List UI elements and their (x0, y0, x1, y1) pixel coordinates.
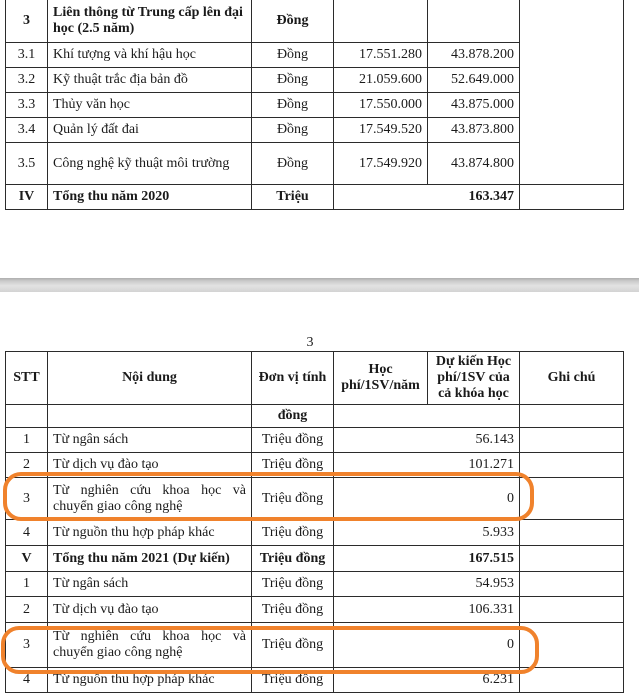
content-cell: Khí tượng và khí hậu học (48, 43, 252, 68)
stt-cell: 3 (6, 0, 48, 43)
note-cell (520, 520, 624, 546)
note-cell (520, 572, 624, 597)
header-unit: Đơn vị tính (252, 352, 334, 405)
course-fee-cell: 43.878.200 (428, 43, 520, 68)
stt-cell: 3.4 (6, 118, 48, 143)
unit-cell: Triệu đồng (252, 478, 334, 520)
content-cell: Từ nghiên cứu khoa học và chuyển giao công nghệ (48, 623, 252, 668)
stt-cell: 3.2 (6, 68, 48, 93)
header-annual-fee: Học phí/1SV/năm (334, 352, 428, 405)
annual-fee-cell (334, 0, 428, 43)
stt-cell: 4 (6, 520, 48, 546)
header-content: Nội dung (48, 352, 252, 405)
table-row (6, 668, 624, 693)
header-stt: STT (6, 352, 48, 405)
header-row (6, 352, 624, 405)
fee-table-page-3 (5, 351, 624, 693)
stt-cell: IV (6, 185, 48, 210)
carry-over-row (6, 405, 624, 428)
unit-cell: Đồng (252, 93, 334, 118)
unit-cell: Đồng (252, 143, 334, 185)
total-row-2020 (6, 185, 624, 210)
stt-cell (6, 405, 48, 428)
content-cell: Từ ngân sách (48, 572, 252, 597)
unit-cell: Triệu đồng (252, 623, 334, 668)
content-cell: Tổng thu năm 2020 (48, 185, 252, 210)
content-cell: Tổng thu năm 2021 (Dự kiến) (48, 546, 252, 572)
unit-cell: Đồng (252, 118, 334, 143)
value-cell: 106.331 (334, 597, 520, 623)
course-fee-cell (428, 0, 520, 43)
table-row (6, 597, 624, 623)
value-cell: 101.271 (334, 453, 520, 478)
content-cell: Kỹ thuật trắc địa bản đồ (48, 68, 252, 93)
unit-cell: Đồng (252, 68, 334, 93)
value-cell: 6.231 (334, 668, 520, 693)
note-cell (520, 185, 624, 210)
note-cell (520, 623, 624, 668)
content-cell: Quản lý đất đai (48, 118, 252, 143)
stt-cell: 1 (6, 428, 48, 453)
unit-cell: Triệu (252, 185, 334, 210)
note-cell (520, 597, 624, 623)
stt-cell: 3 (6, 478, 48, 520)
content-cell: Liên thông từ Trung cấp lên đại học (2.5 năm) (48, 0, 252, 43)
course-fee-cell: 43.875.000 (428, 93, 520, 118)
content-cell: Từ nguồn thu hợp pháp khác (48, 520, 252, 546)
header-note: Ghi chú (520, 352, 624, 405)
total-row-2021 (6, 546, 624, 572)
annual-fee-cell: 17.549.920 (334, 143, 428, 185)
annual-fee-cell: 17.551.280 (334, 43, 428, 68)
note-cell (520, 428, 624, 453)
page-number: 3 (306, 335, 314, 350)
stt-cell: V (6, 546, 48, 572)
value-cell: 54.953 (334, 572, 520, 597)
note-cell (520, 546, 624, 572)
table-row (6, 0, 624, 43)
unit-cell: Triệu đồng (252, 428, 334, 453)
value-cell (334, 405, 520, 428)
value-cell: 56.143 (334, 428, 520, 453)
stt-cell: 4 (6, 668, 48, 693)
total-value-cell: 163.347 (334, 185, 520, 210)
table-row (6, 428, 624, 453)
stt-cell: 2 (6, 453, 48, 478)
annual-fee-cell: 17.549.520 (334, 118, 428, 143)
page-separator (0, 278, 639, 292)
content-cell: Thủy văn học (48, 93, 252, 118)
course-fee-cell: 52.649.000 (428, 68, 520, 93)
unit-cell: đồng (252, 405, 334, 428)
course-fee-cell: 43.873.800 (428, 118, 520, 143)
stt-cell: 2 (6, 597, 48, 623)
table-row (6, 453, 624, 478)
course-fee-cell: 43.874.800 (428, 143, 520, 185)
fee-table-page-2 (5, 0, 624, 210)
value-cell: 5.933 (334, 520, 520, 546)
stt-cell: 3.5 (6, 143, 48, 185)
value-cell: 0 (334, 478, 520, 520)
annual-fee-cell: 17.550.000 (334, 93, 428, 118)
note-cell (520, 478, 624, 520)
value-cell: 0 (334, 623, 520, 668)
table-row (6, 520, 624, 546)
table-row-highlighted (6, 623, 624, 668)
content-cell: Từ dịch vụ đào tạo (48, 453, 252, 478)
note-cell (520, 453, 624, 478)
content-cell (48, 405, 252, 428)
stt-cell: 3.1 (6, 43, 48, 68)
table-row (6, 572, 624, 597)
stt-cell: 1 (6, 572, 48, 597)
header-course-fee: Dự kiến Học phí/1SV của cả khóa học (428, 352, 520, 405)
note-cell (520, 405, 624, 428)
content-cell: Từ ngân sách (48, 428, 252, 453)
unit-cell: Triệu đồng (252, 453, 334, 478)
content-cell: Từ nghiên cứu khoa học và chuyển giao công nghệ (48, 478, 252, 520)
unit-cell: Triệu đồng (252, 520, 334, 546)
annual-fee-cell: 21.059.600 (334, 68, 428, 93)
table-row-highlighted (6, 478, 624, 520)
unit-cell: Triệu đồng (252, 572, 334, 597)
stt-cell: 3.3 (6, 93, 48, 118)
content-cell: Từ dịch vụ đào tạo (48, 597, 252, 623)
value-cell: 167.515 (334, 546, 520, 572)
content-cell: Công nghệ kỹ thuật môi trường (48, 143, 252, 185)
unit-cell: Đồng (252, 43, 334, 68)
unit-cell: Triệu đồng (252, 546, 334, 572)
unit-cell: Triệu đồng (252, 597, 334, 623)
unit-cell: Triệu đồng (252, 668, 334, 693)
note-cell (520, 0, 624, 185)
unit-cell: Đồng (252, 0, 334, 43)
note-cell (520, 668, 624, 693)
content-cell: Từ nguồn thu hợp pháp khác (48, 668, 252, 693)
stt-cell: 3 (6, 623, 48, 668)
